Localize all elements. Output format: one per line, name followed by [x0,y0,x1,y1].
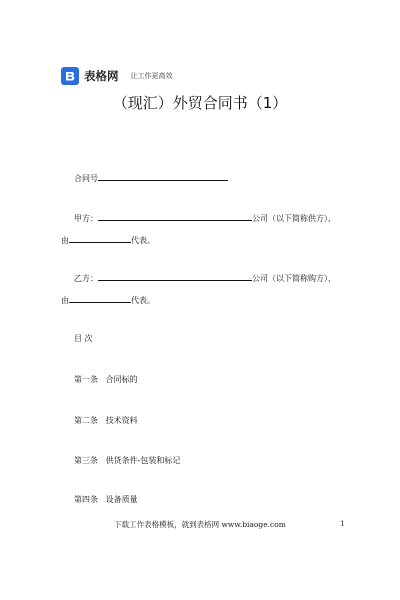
article-number: 第二条 [74,416,98,425]
party-b-line [74,272,336,284]
party-b-label: 乙方： [74,274,98,283]
toc-heading: 目 次 [74,334,93,343]
party-a-label: 甲方： [74,214,98,223]
article-title: 供货条件-包装和标记 [105,456,181,465]
article-item [74,495,138,505]
article-number: 第四条 [74,495,98,504]
contract-number-line [74,172,228,184]
brand-name: 表格网 [84,69,119,83]
party-b-rep-suffix: 代表。 [131,296,155,305]
party-b-rep-line [61,294,155,306]
article-title: 技术资料 [105,416,138,425]
party-a-company-blank [98,212,252,221]
party-a-rep-suffix: 代表。 [131,236,155,245]
article-item [74,416,138,426]
party-a-suffix: 公司（以下简称供方）， [252,214,336,223]
party-b-rep-prefix: 由 [61,296,69,305]
brand-logo [61,67,173,85]
party-b-rep-blank [69,294,131,303]
article-item [74,375,138,385]
party-a-line [74,212,336,224]
page-number: 1 [340,519,345,528]
brand-slogan: 让工作更高效 [130,72,173,80]
contract-number-blank [98,172,228,181]
party-a-rep-blank [69,234,131,243]
article-number: 第三条 [74,456,98,465]
biaoge-logo-icon [61,67,79,85]
article-title: 合同标的 [105,375,138,384]
page-footer: 下载工作表格模板，就到表格网 www.biaoge.com [114,520,286,529]
party-b-suffix: 公司（以下简称购方）， [252,274,336,283]
article-number: 第一条 [74,375,98,384]
contract-number-label: 合同号 [74,174,98,183]
article-item [74,456,180,466]
party-b-company-blank [98,272,252,281]
party-a-rep-line [61,234,155,246]
article-title: 设备质量 [105,495,138,504]
party-a-rep-prefix: 由 [61,236,69,245]
document-title: （现汇）外贸合同书（1） [112,94,288,112]
